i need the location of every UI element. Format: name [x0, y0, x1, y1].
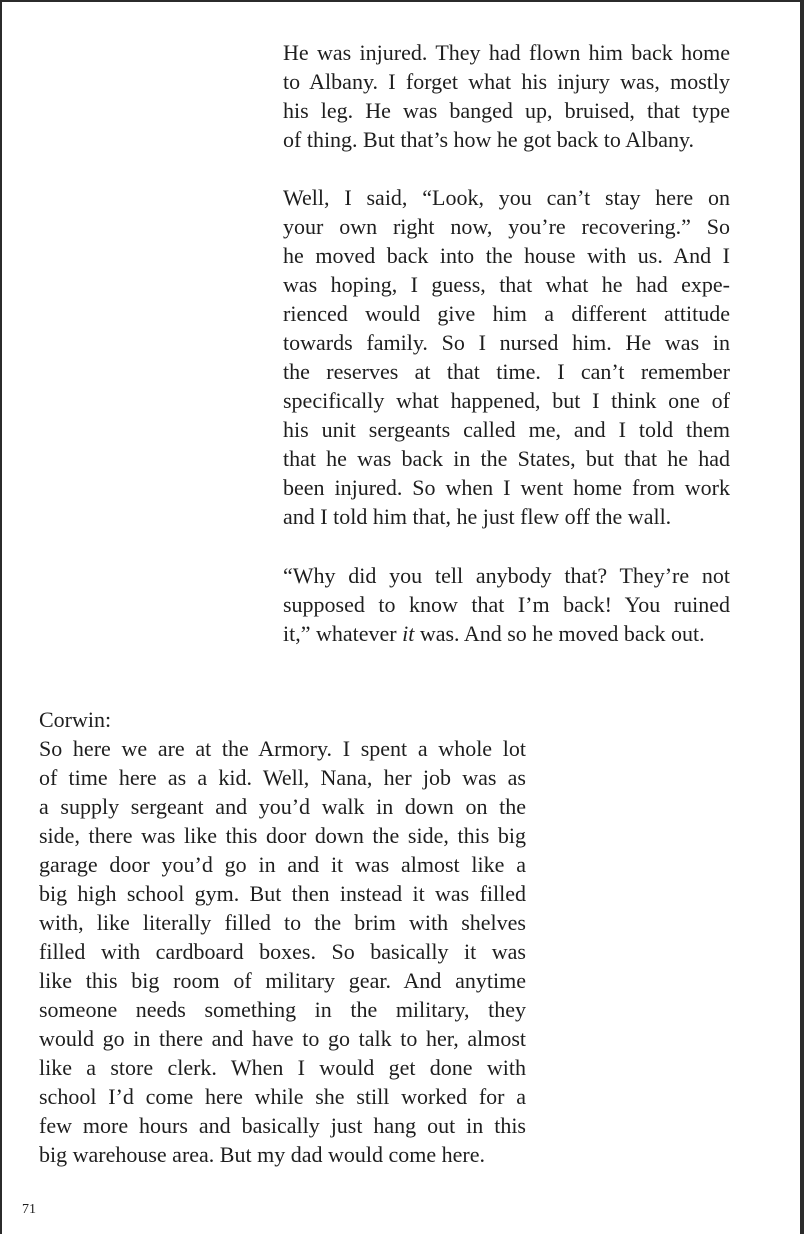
text-line: few more hours and basically just hang out in this	[39, 1113, 526, 1138]
text-fragment: was. And so he moved back out.	[414, 621, 705, 646]
text-line: big high school gym. But then instead it was filled	[39, 881, 526, 906]
paragraph-recovering	[283, 183, 730, 531]
text-line: been injured. So when I went home from work	[283, 475, 730, 500]
page-number: 71	[22, 1202, 36, 1217]
paragraph-quote	[283, 561, 730, 648]
text-fragment: it,” whatever	[283, 621, 403, 646]
text-line: So here we are at the Armory. I spent a whole lot	[39, 736, 526, 761]
text-line: school I’d come here while she still worked for a	[39, 1084, 526, 1109]
text-line: with, like literally filled to the brim with shelves	[39, 910, 526, 935]
text-line: that he was back in the States, but that he had	[283, 446, 730, 471]
text-line: supposed to know that I’m back! You ruined	[283, 592, 730, 617]
italic-emphasis: it	[402, 621, 415, 646]
text-line	[283, 619, 730, 648]
text-line: of thing. But that’s how he got back to Albany.	[283, 127, 695, 152]
paragraph-armory	[39, 734, 526, 1169]
text-line: your own right now, you’re recovering.” So	[283, 214, 730, 239]
text-line: he moved back into the house with us. And I	[283, 243, 730, 268]
text-line: and I told him that, he just flew off the wall.	[283, 504, 672, 529]
text-line: was hoping, I guess, that what he had expe-	[283, 272, 730, 297]
text-line: his leg. He was banged up, bruised, that type	[283, 98, 730, 123]
text-line: a supply sergeant and you’d walk in down on the	[39, 794, 526, 819]
text-line: “Why did you tell anybody that? They’re not	[283, 563, 730, 588]
text-line: filled with cardboard boxes. So basically it was	[39, 939, 526, 964]
text-line: towards family. So I nursed him. He was in	[283, 330, 730, 355]
left-column	[39, 705, 526, 1169]
text-line: garage door you’d go in and it was almost like a	[39, 852, 526, 877]
text-line: side, there was like this door down the side, this big	[39, 823, 526, 848]
text-line: the reserves at that time. I can’t remember	[283, 359, 730, 384]
text-line: to Albany. I forget what his injury was, mostly	[283, 69, 730, 94]
text-line: his unit sergeants called me, and I told them	[283, 417, 730, 442]
text-line: like this big room of military gear. And anytime	[39, 968, 526, 993]
text-line: someone needs something in the military, they	[39, 997, 526, 1022]
text-line: He was injured. They had flown him back home	[283, 40, 730, 65]
text-line: would go in there and have to go talk to her, almost	[39, 1026, 526, 1051]
text-line: big warehouse area. But my dad would come here.	[39, 1142, 485, 1167]
text-line: of time here as a kid. Well, Nana, her job was as	[39, 765, 526, 790]
speaker-label: Corwin:	[39, 707, 112, 732]
text-line: rienced would give him a different attitude	[283, 301, 730, 326]
paragraph-injury	[283, 38, 730, 154]
text-line: specifically what happened, but I think one of	[283, 388, 730, 413]
text-line: like a store clerk. When I would get done with	[39, 1055, 526, 1080]
right-column	[283, 2, 730, 662]
text-line: Well, I said, “Look, you can’t stay here on	[283, 185, 730, 210]
